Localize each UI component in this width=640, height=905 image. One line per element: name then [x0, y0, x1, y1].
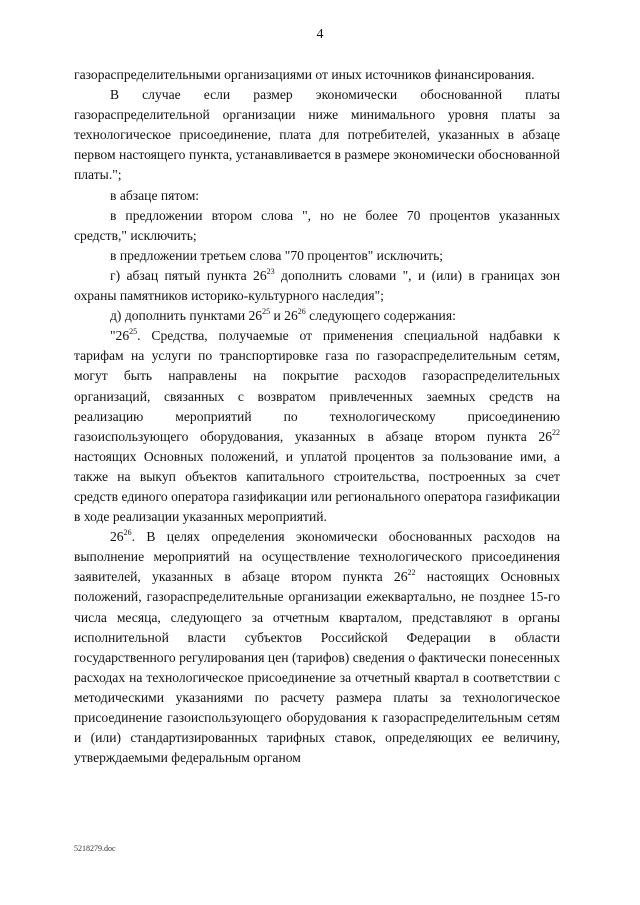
paragraph	[74, 186, 560, 206]
superscript: 22	[407, 568, 416, 578]
paragraph-text: следующего содержания:	[305, 308, 456, 324]
paragraph-text: настоящих Основных положений, и уплатой процентов за пользование ими, а также на выкуп объектов капитального строительства, построенных за счет средств единого оператора газификации или регионального оператора газификации в ходе реализации указанных мероприятий.	[74, 448, 560, 525]
paragraph-text: 26	[110, 529, 124, 545]
paragraph-text: г) абзац пятый пункта 26	[110, 267, 267, 283]
paragraph-text: В случае если размер экономически обоснованной платы газораспределительной организации ниже минимального уровня платы за технологическое присоединение, плата для потребителей, указанных в абзаце первом настоящего пункта, устанавливается в размере экономически обоснованной платы.";	[74, 87, 560, 183]
paragraph-text: д) дополнить пунктами 26	[110, 308, 263, 324]
paragraph	[74, 266, 560, 306]
paragraph	[74, 527, 560, 768]
page-number: 4	[316, 27, 324, 42]
superscript: 25	[129, 327, 138, 337]
paragraph-text: в абзаце пятом:	[110, 187, 200, 203]
paragraph	[74, 326, 560, 527]
paragraph	[74, 206, 560, 246]
paragraph-text: в предложении втором слова ", но не более 70 процентов указанных средств," исключить;	[74, 207, 560, 243]
superscript: 26	[297, 307, 306, 317]
paragraph-text: . В целях определения экономически обоснованных расходов на выполнение мероприятий на осуществление технологического присоединения заявителей, указанных в абзаце втором пункта 26	[74, 529, 560, 585]
paragraph-text: и 26	[270, 308, 298, 324]
paragraph-text: газораспределительными организациями от иных источников финансирования.	[74, 67, 535, 82]
superscript: 22	[552, 427, 560, 437]
footer-filename: 5218279.doc	[74, 844, 116, 853]
superscript: 26	[123, 528, 132, 538]
paragraph	[74, 246, 560, 266]
paragraph-text: дополнить словами ", и (или) в границах зон охраны памятников историко-культурного наследия";	[74, 267, 560, 304]
document-body	[74, 65, 560, 768]
paragraph	[74, 85, 560, 185]
paragraph	[74, 65, 560, 85]
paragraph-text: настоящих Основных положений, газораспределительные организации ежеквартально, не позднее 15-го числа месяца, следующего за отчетным кварталом, представляют в органы исполнительной власти субъектов Российской Федерации в области государственного регулирования цен (тарифов) сведения о фактически понесенных расходах на технологическое присоединение за отчетный квартал в соответствии с методическими указаниями по расчету размера платы за технологическое присоединение газоиспользующего оборудования к газораспределительным сетям и (или) стандартизированных тарифных ставок, определяющих ее величину, утверждаемыми федеральным органом	[74, 569, 560, 766]
paragraph-text: "26	[110, 328, 130, 344]
superscript: 25	[262, 307, 271, 317]
superscript: 23	[266, 266, 275, 276]
paragraph-text: . Средства, получаемые от применения специальной надбавки к тарифам на услуги по транспортировке газа по газораспределительным сетям, могут быть направлены на покрытие расходов газораспределительных организаций, связанных с возвратом привлеченных заемных средств на реализацию мероприятий по технологическому присоединению газоиспользующего оборудования, указанных в абзаце втором пункта 26	[74, 328, 560, 444]
paragraph	[74, 306, 560, 326]
paragraph-text: в предложении третьем слова "70 процентов" исключить;	[110, 247, 444, 263]
